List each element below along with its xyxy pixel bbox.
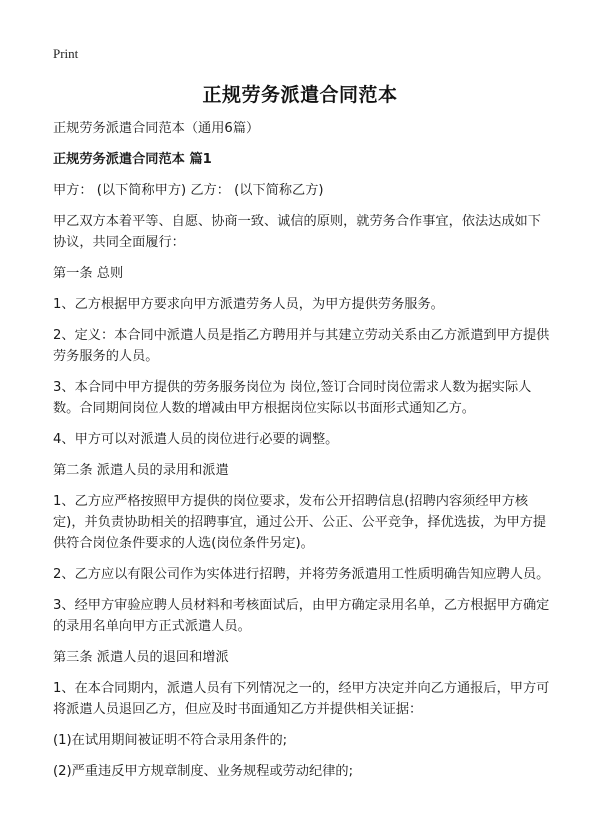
article-heading-2: 第二条 派遣人员的录用和派遣 (53, 463, 229, 478)
clause-paragraph: 1、乙方根据甲方要求向甲方派遣劳务人员，为甲方提供劳务服务。 (53, 297, 444, 312)
print-link[interactable]: Print (53, 46, 79, 61)
clause-paragraph: 1、乙方应严格按照甲方提供的岗位要求，发布公开招聘信息(招聘内容须经甲方核定)，并负责协助相关的招聘事宜，通过公开、公正、公平竞争，择优选拔，为甲方提供符合岗位条件要求的人选(岗位条件另定)。 (53, 494, 547, 551)
document-title: 正规劳务派遣合同范本 (202, 84, 398, 106)
sub-clause-paragraph: (2)严重违反甲方规章制度、业务规程或劳动纪律的; (53, 764, 354, 779)
clause-paragraph: 4、甲方可以对派遣人员的岗位进行必要的调整。 (53, 432, 339, 447)
parties-line: 甲方： (以下简称甲方) 乙方： (以下简称乙方) (53, 183, 324, 198)
clause-paragraph: 3、经甲方审验应聘人员材料和考核面试后，由甲方确定录用名单，乙方根据甲方确定的录用名单向甲方正式派遣人员。 (53, 598, 550, 634)
document-subtitle: 正规劳务派遣合同范本（通用6篇） (53, 121, 260, 136)
sub-clause-paragraph: (1)在试用期间被证明不符合录用条件的; (53, 733, 288, 748)
article-heading-3: 第三条 派遣人员的退回和增派 (53, 650, 229, 665)
section-heading: 正规劳务派遣合同范本 篇1 (53, 152, 212, 167)
clause-paragraph: 3、本合同中甲方提供的劳务服务岗位为 岗位,签订合同时岗位需求人数为据实际人数。合同期间岗位人数的增减由甲方根据岗位实际以书面形式通知乙方。 (53, 380, 532, 416)
preamble-paragraph: 甲乙双方本着平等、自愿、协商一致、诚信的原则，就劳务合作事宜，依法达成如下协议，共同全面履行： (53, 214, 541, 250)
document-body (53, 118, 553, 792)
clause-paragraph: 2、乙方应以有限公司作为实体进行招聘，并将劳务派遣用工性质明确告知应聘人员。 (53, 567, 550, 582)
article-heading-1: 第一条 总则 (53, 266, 124, 281)
clause-paragraph: 1、在本合同期内，派遣人员有下列情况之一的，经甲方决定并向乙方通报后，甲方可将派遣人员退回乙方，但应及时书面通知乙方并提供相关证据： (53, 681, 550, 717)
clause-paragraph: 2、定义：本合同中派遣人员是指乙方聘用并与其建立劳动关系由乙方派遣到甲方提供劳务服务的人员。 (53, 328, 550, 364)
